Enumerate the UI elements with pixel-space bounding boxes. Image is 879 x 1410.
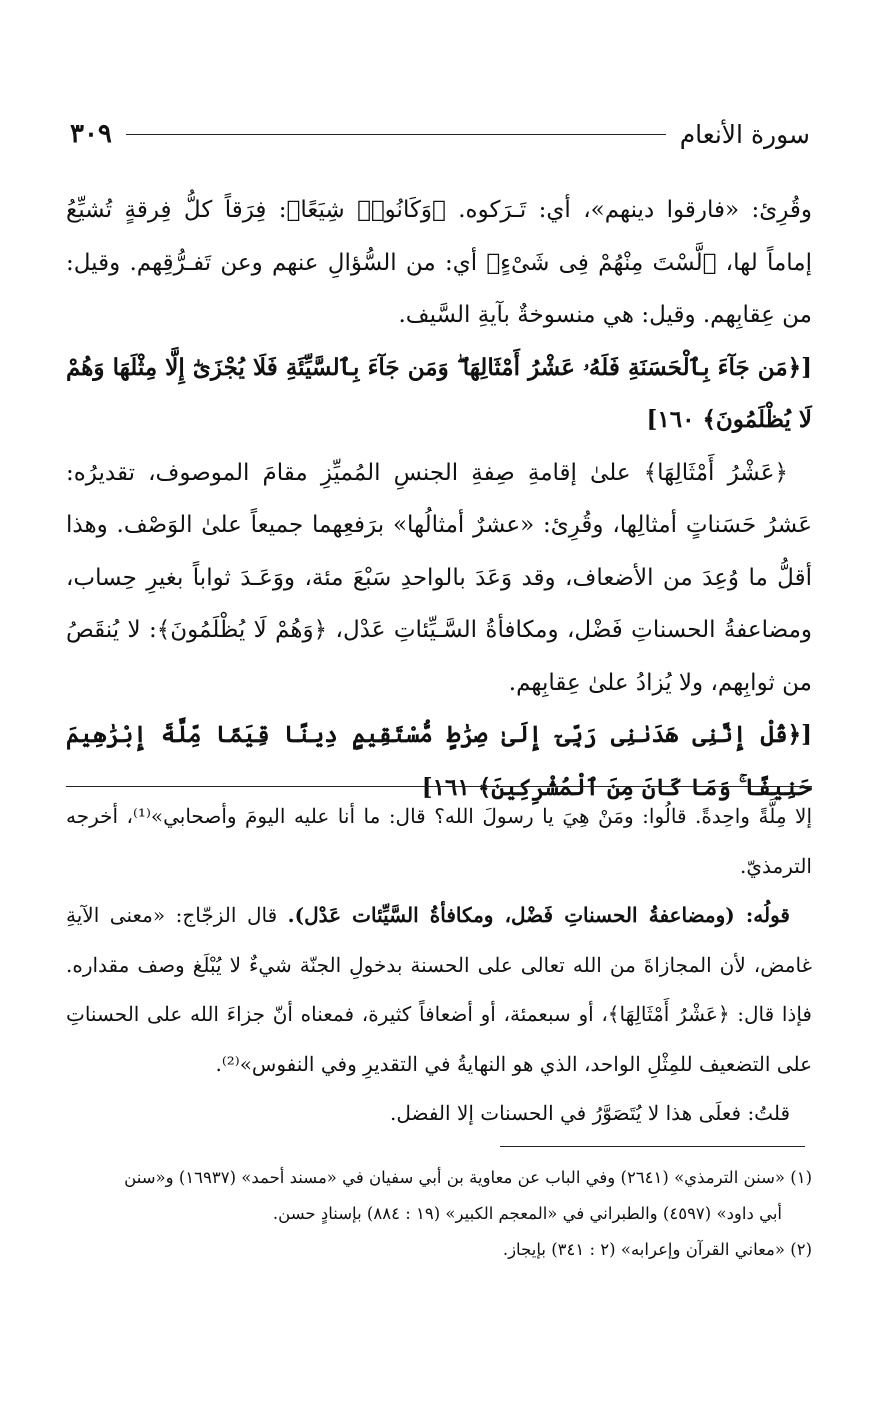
footnote-divider <box>66 786 812 787</box>
commentary-paragraph-1: وقُرِئ: «فارقوا دينهم»، أي: تَـرَكوه. ﴿وَكَانُوا۟ شِيَعًا﴾: فِرَقاً كلُّ فِرقةٍ تُشيِّعُ إماماً لها، ﴿لَّسْتَ مِنْهُمْ فِى شَىْءٍ﴾ أي: من السُّؤالِ عنهم وعن تَفـرُّقِهم. وقيل: من عِقابِهم. وقيل: هي منسوخةٌ بآيةِ السَّيف. <box>66 197 812 328</box>
references <box>66 1160 812 1268</box>
note-zajjaj <box>66 891 812 1089</box>
note-zajjaj-text: قال الزجّاج: «معنى الآيةِ غامض، لأن المجازاةَ من الله تعالى على الحسنة بدخولِ الجنّة شيءٌ لا يُبْلَغ وصف مقداره. فإذا قال: ﴿عَشْرُ أَمْثَالِهَا﴾، أو سبعمئة، أو أضعافاً كثيرة، فمعناه أنّ جزاءَ الله على الحسناتِ على التضعيف للمِثْلِ الواحد، الذي هو النهايةُ في التقديرِ وفي النفوس»⁽²⁾. <box>66 903 812 1076</box>
surah-title: سورة الأنعام <box>679 119 810 149</box>
note-hadith-continuation: إلا مِلَّةً واحِدةً. قالُوا: ومَنْ هِيَ يا رسولَ الله؟ قال: ما أنا عليه اليومَ وأصحابي»⁽¹⁾، أخرجه الترمذيّ. <box>66 804 813 878</box>
verse-161: [﴿قُلْ إِنَّنِى هَدَىٰنِى رَبِّىٓ إِلَىٰ صِرَٰطٍ مُّسْتَقِيمٍ دِينًا قِيَمًا مِّلَّةَ إِبْرَٰهِيمَ حَنِيفًا ۚ وَمَا كَانَ مِنَ ٱلْمُشْرِكِينَ﴾ ١٦١] <box>66 721 812 801</box>
commentary-paragraph-2: ﴿عَشْرُ أَمْثَالِهَا﴾ علىٰ إقامةِ صِفةِ الجنسِ المُميِّزِ مقامَ الموصوف، تقديرُه: عَشرُ حَسَناتٍ أمثالِها، وقُرِئ: «عشرٌ أمثالُها» برَفعِهما جميعاً علىٰ الوَصْف. وهذا أقلُّ ما وُعِدَ من الأضعاف، وقد وَعَدَ بالواحدِ سَبْعَ مئة، ووَعَـدَ ثواباً بغيرِ حِساب، ومضاعفةُ الحسناتِ فَضْل، ومكافأةُ السَّـيِّئاتِ عَدْل، ﴿وَهُمْ لَا يُظْلَمُونَ﴾: لا يُنقَصُ من ثوابِهم، ولا يُزادُ علىٰ عِقابِهم. <box>66 459 812 696</box>
references-divider <box>500 1146 805 1147</box>
page-number: ٣٠٩ <box>70 119 112 149</box>
reference-1-line-1: (١) «سنن الترمذي» (٢٦٤١) وفي الباب عن معاوية بن أبي سفيان في «مسند أحمد» (١٦٩٣٧) و«سنن <box>124 1168 812 1187</box>
reference-2: (٢) «معاني القرآن وإعرابه» (٢ : ٣٤١) بإيجاز. <box>502 1240 812 1259</box>
note-conclusion: قلتُ: فعلَى هذا لا يُتَصَوَّرُ في الحسنات إلا الفضل. <box>389 1101 790 1125</box>
header-rule <box>126 134 666 135</box>
note-quoted-phrase: قولُه: (ومضاعفةُ الحسناتِ فَضْل، ومكافأةُ السَّيِّئات عَدْل). <box>287 903 790 927</box>
reference-1-line-2: أبي داود» (٤٥٩٧) والطبراني في «المعجم الكبير» (١٩ : ٨٨٤) بإسنادٍ حسن. <box>272 1204 782 1223</box>
page-header <box>70 112 810 156</box>
marginal-notes <box>66 792 812 1139</box>
verse-160: [﴿مَن جَآءَ بِٱلْحَسَنَةِ فَلَهُۥ عَشْرُ أَمْثَالِهَا ۖ وَمَن جَآءَ بِٱلسَّيِّئَةِ فَلَا يُجْزَىٰٓ إِلَّا مِثْلَهَا وَهُمْ لَا يُظْلَمُونَ﴾ ١٦٠] <box>66 353 812 433</box>
main-commentary <box>66 184 812 814</box>
